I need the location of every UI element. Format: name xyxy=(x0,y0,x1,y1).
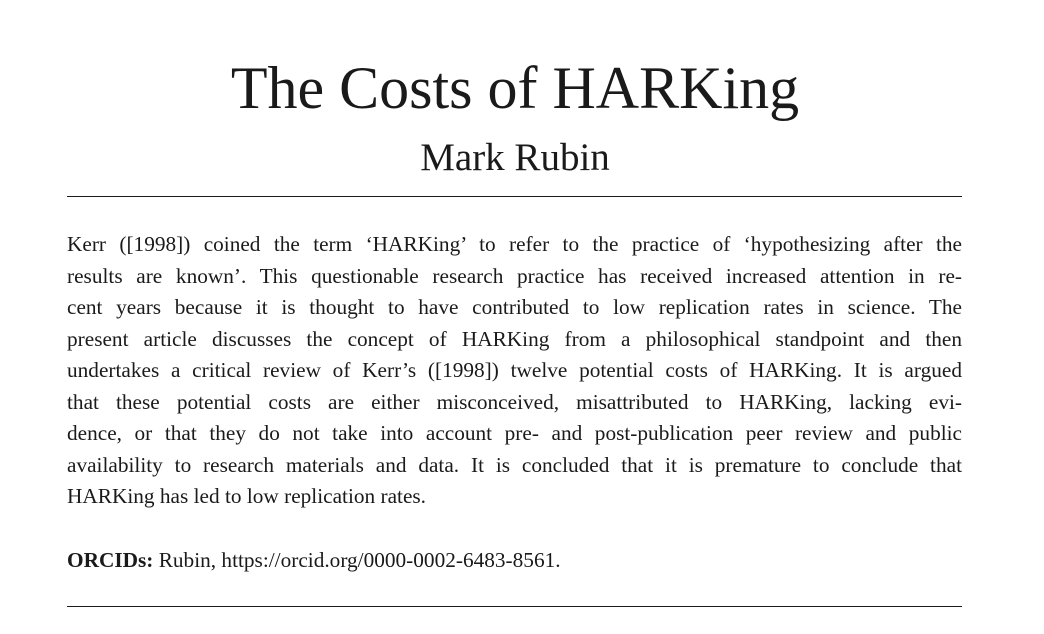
author-name: Mark Rubin xyxy=(420,136,610,179)
abstract-line: dence, or that they do not take into account pre- and post-publication peer review and public xyxy=(67,421,962,445)
abstract-line: Kerr ([1998]) coined the term ‘HARKing’ to refer to the practice of ‘hypothesizing after the xyxy=(67,232,962,256)
abstract xyxy=(67,229,962,513)
orcid-statement xyxy=(67,545,561,577)
top-divider xyxy=(67,196,962,197)
abstract-line: cent years because it is thought to have contributed to low replication rates in science. The xyxy=(67,295,962,319)
abstract-line: that these potential costs are either misconceived, misattributed to HARKing, lacking evi- xyxy=(67,389,962,414)
bottom-divider xyxy=(67,606,962,607)
abstract-line: results are known’. This questionable research practice has received increased attention in re- xyxy=(67,263,962,288)
orcid-label: ORCIDs: xyxy=(67,548,154,572)
abstract-line: undertakes a critical review of Kerr’s ([1998]) twelve potential costs of HARKing. It is argued xyxy=(67,358,962,382)
abstract-line: availability to research materials and data. It is concluded that it is premature to conclude that xyxy=(67,452,962,477)
orcid-link[interactable]: Rubin, https://orcid.org/0000-0002-6483-8561. xyxy=(153,548,561,572)
paper-title: The Costs of HARKing xyxy=(230,55,800,121)
abstract-line: HARKing has led to low replication rates. xyxy=(67,484,427,508)
abstract-line: present article discusses the concept of HARKing from a philosophical standpoint and then xyxy=(67,326,962,351)
